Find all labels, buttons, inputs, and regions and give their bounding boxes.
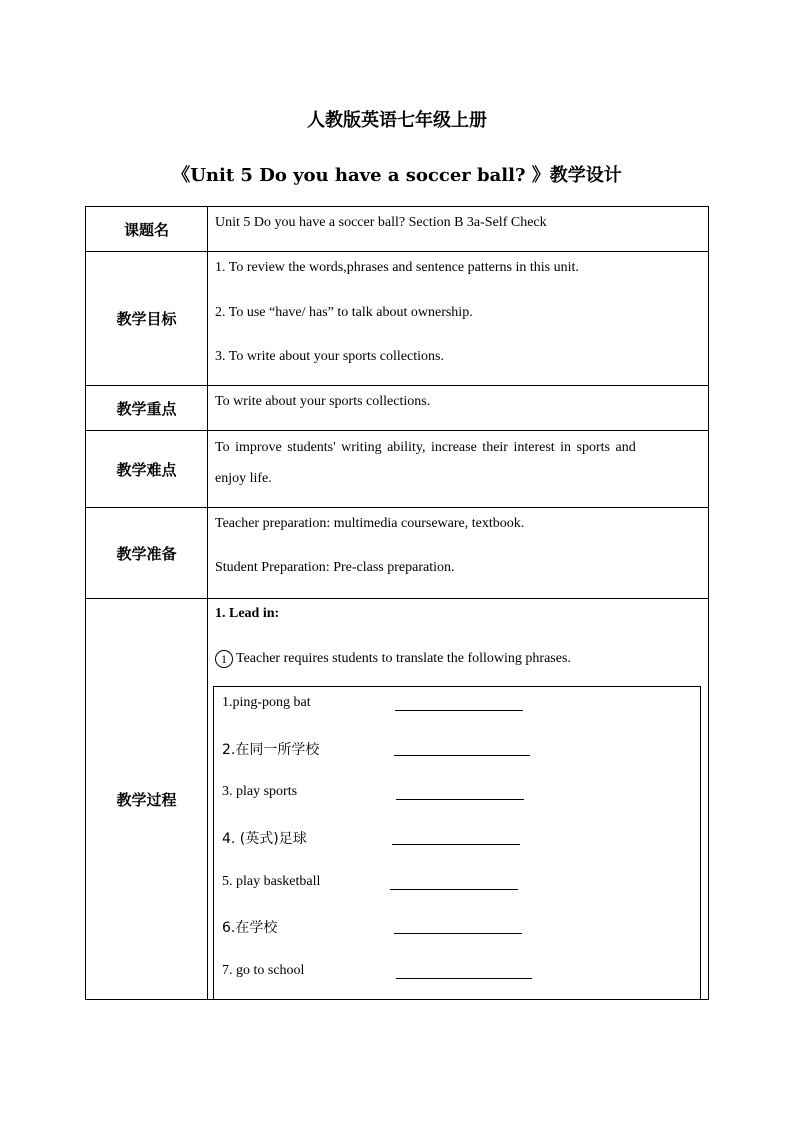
phrase-item: 5. play basketball (222, 874, 321, 889)
phrase-item: 1.ping-pong bat (222, 695, 311, 710)
preparation-teacher: Teacher preparation: multimedia courseware, textbook. (215, 516, 525, 531)
answer-blank[interactable] (394, 933, 522, 934)
process-label: 教学过程 (85, 598, 208, 1000)
answer-blank[interactable] (395, 710, 523, 711)
answer-blank[interactable] (390, 889, 518, 890)
circled-number: 1 (215, 650, 233, 668)
instruction-text: Teacher requires students to translate the following phrases. (236, 651, 571, 666)
page-title: 人教版英语七年级上册 (307, 110, 487, 131)
answer-blank[interactable] (396, 978, 532, 979)
phrase-item: 4. (英式)足球 (222, 831, 307, 847)
difficulties-label: 教学难点 (85, 430, 208, 508)
difficulties-line2: enjoy life. (215, 471, 272, 486)
topic-label: 课题名 (85, 206, 208, 252)
answer-blank[interactable] (392, 844, 520, 845)
preparation-label: 教学准备 (85, 507, 208, 599)
answer-blank[interactable] (394, 755, 530, 756)
step-title: 1. Lead in: (215, 606, 280, 621)
topic-value: Unit 5 Do you have a soccer ball? Section B 3a-Self Check (215, 215, 547, 230)
phrase-item: 6.在学校 (222, 920, 278, 936)
phrase-item: 2.在同一所学校 (222, 742, 320, 758)
phrase-item: 3. play sports (222, 784, 298, 799)
difficulties-line1: To improve students' writing ability, increase their interest in sports and (215, 440, 636, 455)
page-subtitle: 《Unit 5 Do you have a soccer ball? 》教学设计 (172, 165, 622, 186)
key-points-label: 教学重点 (85, 385, 208, 431)
instruction-line (215, 650, 571, 668)
preparation-student: Student Preparation: Pre-class preparation. (215, 560, 455, 575)
objective-item: 3. To write about your sports collections. (215, 349, 444, 364)
objective-item: 1. To review the words,phrases and sentence patterns in this unit. (215, 260, 579, 275)
objectives-label: 教学目标 (85, 251, 208, 386)
objective-item: 2. To use “have/ has” to talk about ownership. (215, 305, 473, 320)
key-points-value: To write about your sports collections. (215, 394, 431, 409)
phrase-item: 7. go to school (222, 963, 305, 978)
answer-blank[interactable] (396, 799, 524, 800)
